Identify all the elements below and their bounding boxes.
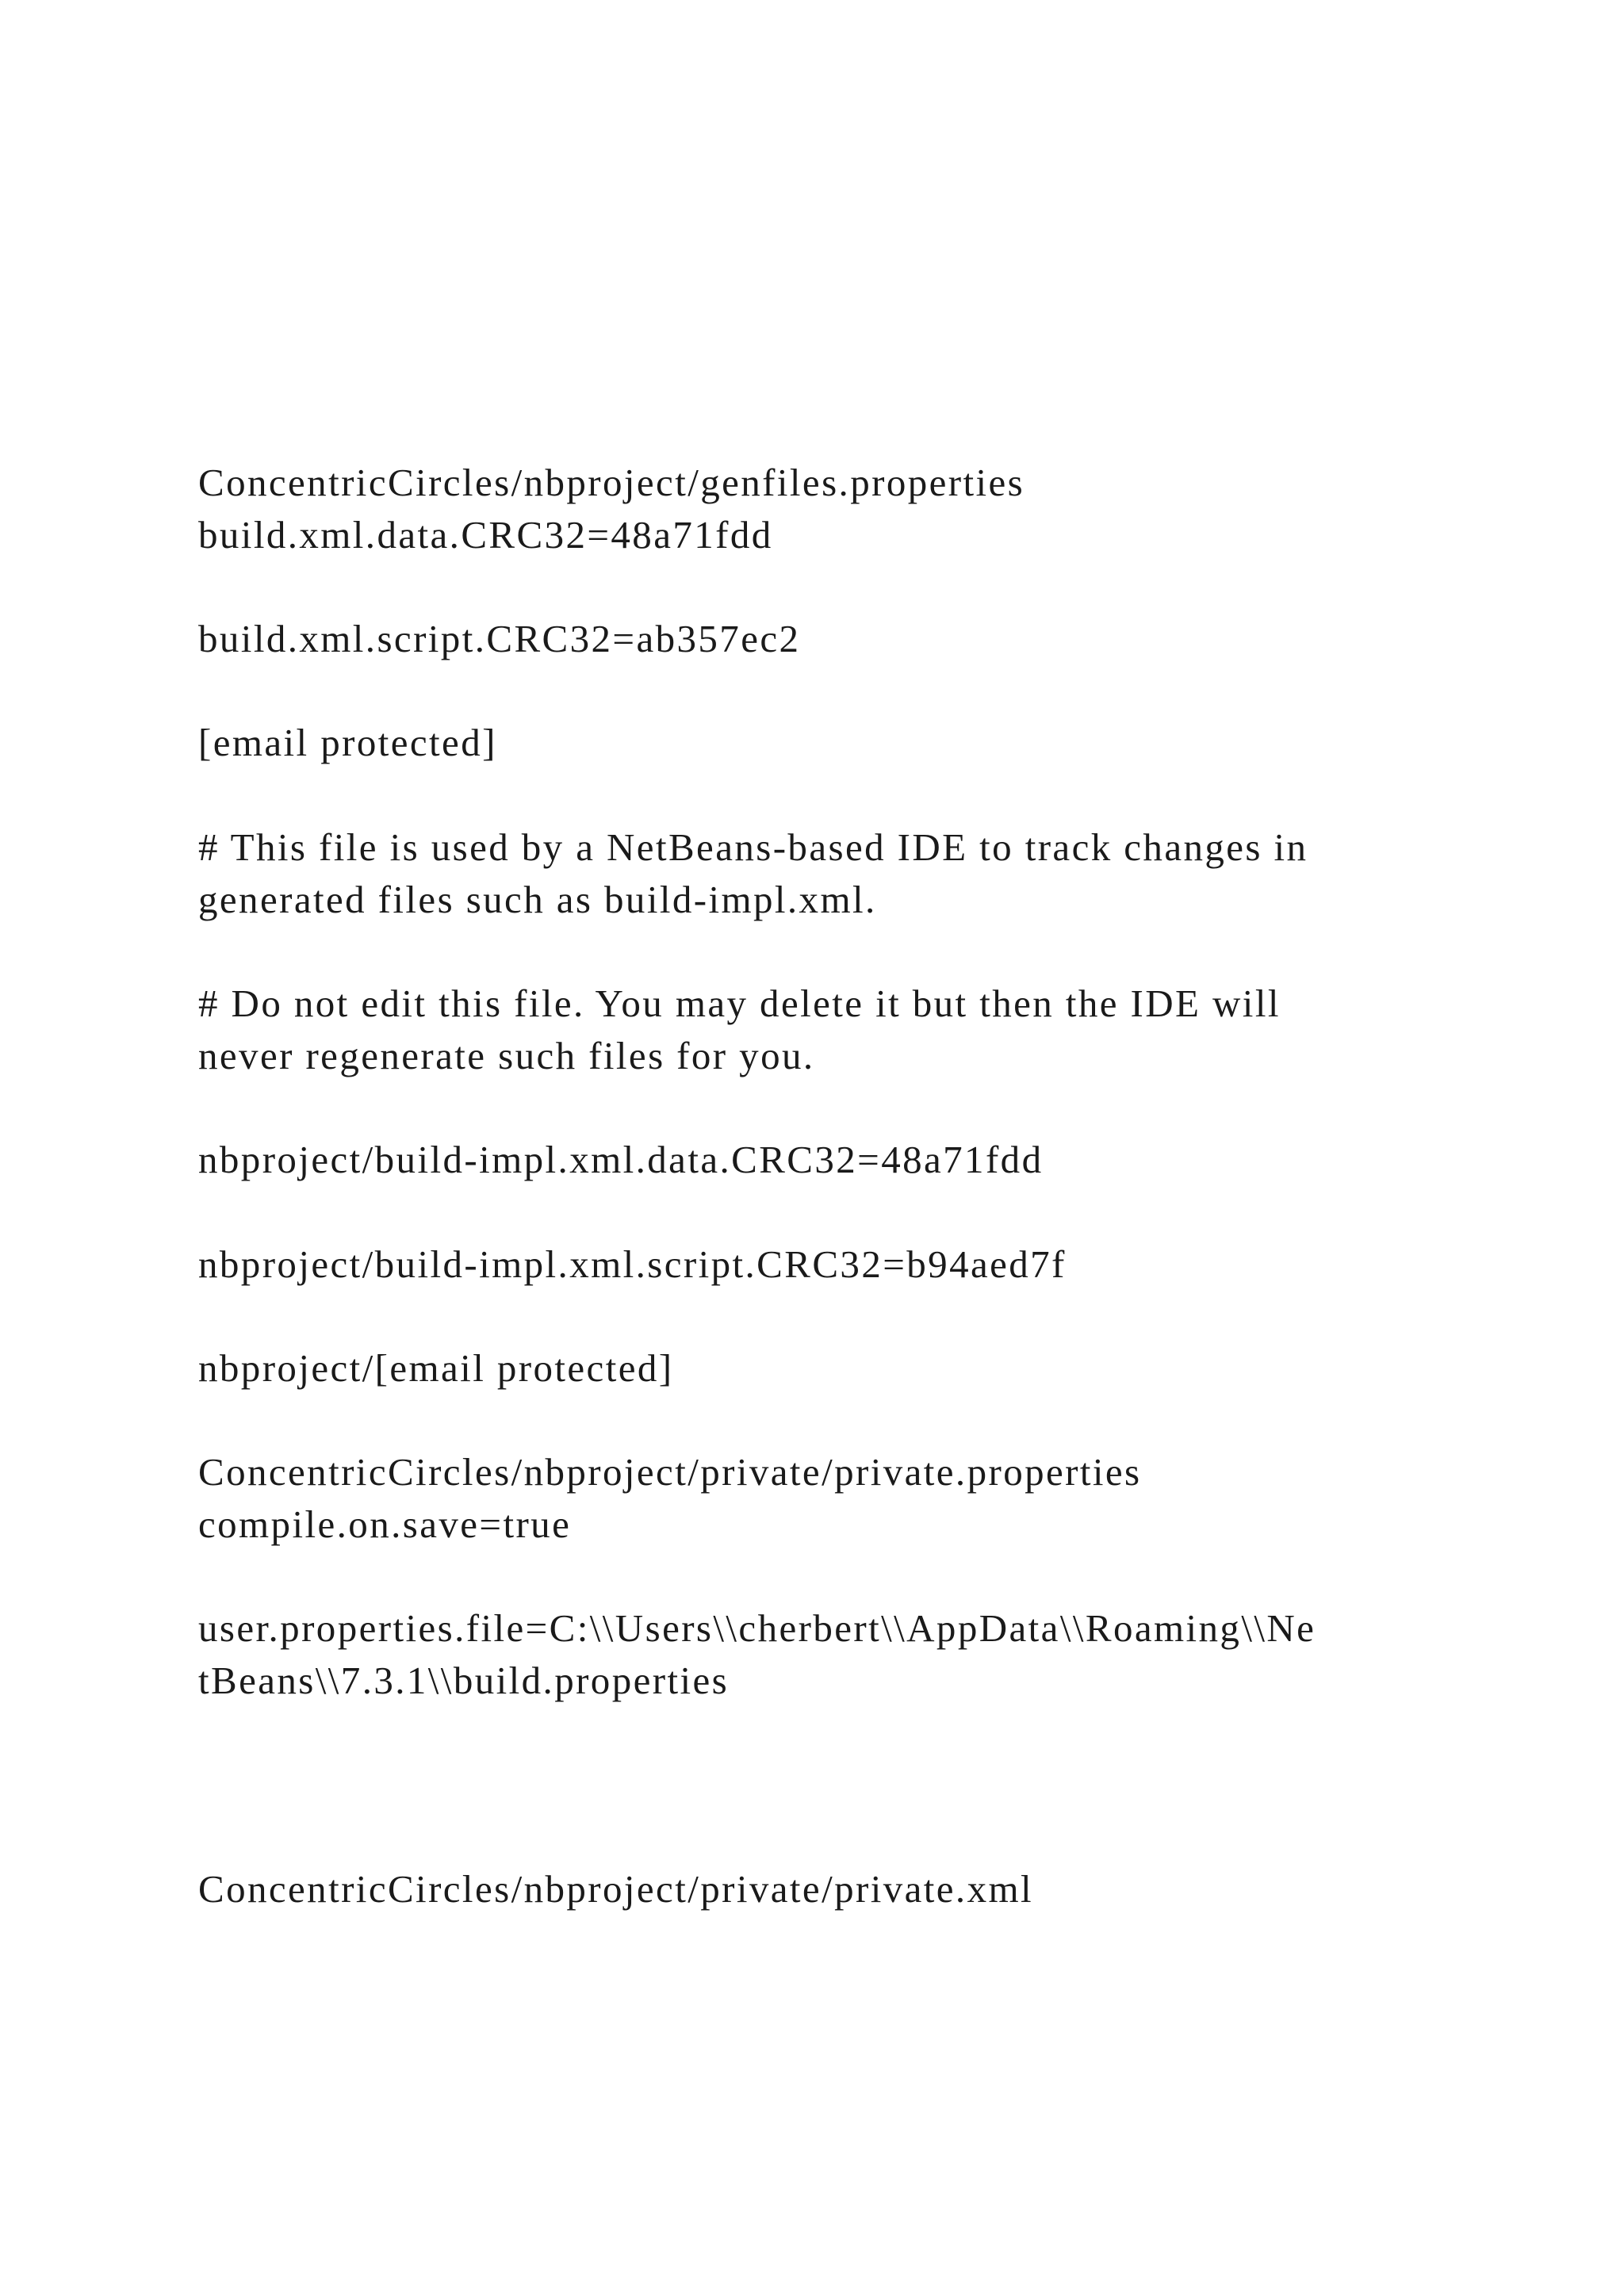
file-heading-private-properties: ConcentricCircles/nbproject/private/private.properties <box>198 1450 1142 1494</box>
text-line: nbproject/[email protected] <box>198 1346 674 1390</box>
text-line: build.xml.data.CRC32=48a71fdd <box>198 513 773 557</box>
file-heading-private-xml: ConcentricCircles/nbproject/private/private.xml <box>198 1867 1034 1911</box>
text-line: compile.on.save=true <box>198 1502 572 1546</box>
comment-line: generated files such as build-impl.xml. <box>198 878 877 921</box>
text-line: nbproject/build-impl.xml.script.CRC32=b94aed7f <box>198 1242 1067 1286</box>
text-line: build.xml.script.CRC32=ab357ec2 <box>198 617 801 660</box>
comment-line: # This file is used by a NetBeans-based IDE to track changes in <box>198 825 1308 869</box>
comment-line: # Do not edit this file. You may delete it but then the IDE will <box>198 982 1281 1025</box>
text-line: user.properties.file=C:\\Users\\cherbert\\AppData\\Roaming\\Ne <box>198 1606 1316 1650</box>
text-line: [email protected] <box>198 721 497 764</box>
file-heading-genfiles: ConcentricCircles/nbproject/genfiles.properties <box>198 461 1025 504</box>
comment-line: never regenerate such files for you. <box>198 1034 815 1077</box>
text-line: tBeans\\7.3.1\\build.properties <box>198 1659 730 1702</box>
text-line: nbproject/build-impl.xml.data.CRC32=48a71fdd <box>198 1138 1044 1181</box>
